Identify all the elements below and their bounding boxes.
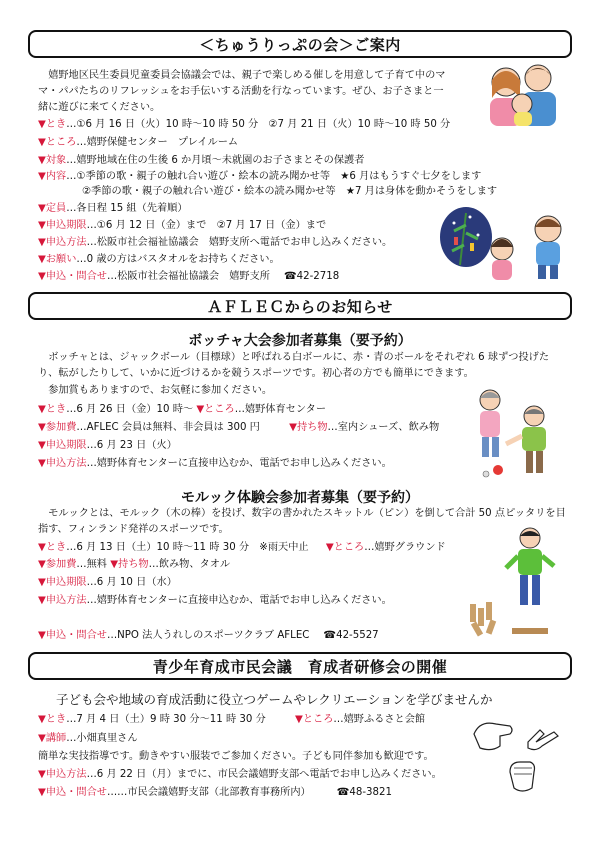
s2-toiawase-line: [38, 629, 379, 643]
molkky-toki-text: …6 月 13 日（土）10 時～11 時 30 分 ※雨天中止: [66, 542, 309, 553]
s3-desc: 簡単な実技指導です。動きやすい服装でご参加ください。子ども同伴参加も歓迎です。: [38, 751, 434, 762]
s1-toki-text: …①6 月 16 日（火）10 時～10 時 50 分 ②7 月 21 日（火）10 時～10 時 50 分: [66, 119, 451, 130]
boccia-tokoro-text: …嬉野体育センター: [234, 404, 327, 415]
molkky-hi-label: ▼参加費: [38, 559, 77, 570]
s1-naiyo-label: ▼内容: [38, 171, 67, 182]
s3-koshi-line: [38, 732, 138, 746]
boccia-toki-label: ▼とき: [38, 404, 67, 415]
boccia-hi-text: …AFLEC 会員は無料、非会員は 300 円: [76, 422, 260, 433]
boccia-desc2: 参加賞もありますので、お気軽に参加ください。: [48, 385, 273, 396]
molkky-kigen-label: ▼申込期限: [38, 577, 87, 588]
molkky-toki-line: [38, 541, 446, 555]
boccia-kigen-line: [38, 439, 177, 453]
molkky-mochi-label: ▼持ち物: [110, 559, 149, 570]
s3-hoho-label: ▼申込方法: [38, 769, 87, 780]
family-illustration: [478, 58, 566, 126]
s3-hoho-line: [38, 768, 442, 782]
s1-taisho-label: ▼対象: [38, 155, 67, 166]
tanabata-illustration: [440, 205, 570, 283]
molkky-hi-text: …無料: [76, 559, 107, 570]
molkky-illustration: [462, 526, 566, 638]
boccia-mochi-text: …室内シューズ、飲み物: [327, 422, 440, 433]
boccia-hoho-line: [38, 457, 392, 471]
molkky-title: モルック体験会参加者募集（要予約）: [181, 490, 419, 506]
section2-header: [28, 292, 572, 320]
section1-intro: 嬉野地区民生委員児童委員会協議会では、親子で楽しめる催しを用意して子育て中のママ・パパたちのリフレッシュをお手伝いする活動を行なっています。ぜひ、お子さまと一緒に遊びに来てください。: [38, 70, 446, 113]
s1-teiin-label: ▼定員: [38, 203, 67, 214]
s1-teiin-line: [38, 202, 188, 216]
molkky-kigen-text: …6 月 10 日（水）: [86, 577, 177, 588]
s3-koshi-text: …小畑真里さん: [66, 733, 138, 744]
s1-kigen-line: [38, 219, 326, 233]
s2-tel: ☎42-5527: [323, 630, 379, 641]
s3-title: 子ども会や地域の育成活動に役立つゲームやレクリエーションを学びませんか: [56, 692, 493, 707]
s1-hoho-text: …松阪市社会福祉協議会 嬉野支所へ電話でお申し込みください。: [86, 237, 393, 248]
molkky-hoho-text: …嬉野体育センターに直接申込むか、電話でお申し込みください。: [86, 595, 392, 606]
s3-toki-text: …7 月 4 日（土）9 時 30 分～11 時 30 分: [66, 714, 266, 725]
molkky-tokoro-text: …嬉野グラウンド: [364, 542, 446, 553]
boccia-hi-label: ▼参加費: [38, 422, 77, 433]
boccia-kigen-label: ▼申込期限: [38, 440, 87, 451]
section3-header-text: 青少年育成市民会議 育成者研修会の開催: [152, 657, 448, 676]
s1-toiawase-label: ▼申込・問合せ: [38, 271, 107, 282]
boccia-hoho-label: ▼申込方法: [38, 458, 87, 469]
s3-toiawase-line: [38, 786, 392, 800]
s1-toki-label: ▼とき: [38, 119, 67, 130]
s1-onegai-label: ▼お願い: [38, 254, 77, 265]
molkky-hoho-line: [38, 594, 392, 608]
boccia-toki-text: …6 月 26 日（金）10 時～: [66, 404, 194, 415]
s3-toki-label: ▼とき: [38, 714, 67, 725]
s3-tokoro-label: ▼ところ: [295, 714, 334, 725]
molkky-desc: モルックとは、モルック（木の棒）を投げ、数字の書かれたスキットル（ピン）を倒して合計 50 点ピッタリを目指す、フィンランド発祥のスポーツです。: [38, 508, 566, 535]
molkky-hi-line: [38, 558, 230, 572]
section2-header-text: ＡＦＬＥＣからのお知らせ: [207, 297, 393, 316]
s1-taisho-text: …嬉野地域在住の生後 6 か月頃～未就園のお子さまとその保護者: [66, 155, 365, 166]
s1-onegai-line: [38, 253, 280, 267]
molkky-mochi-text: …飲み物、タオル: [148, 559, 231, 570]
s3-toki-line: [38, 713, 425, 727]
s1-hoho-label: ▼申込方法: [38, 237, 87, 248]
section1-header-text: ＜ちゅうりっぷの会＞ご案内: [199, 35, 401, 54]
s3-koshi-label: ▼講師: [38, 733, 67, 744]
s1-tokoro-line: [38, 136, 238, 150]
s1-toiawase-line: [38, 270, 339, 284]
boccia-title: ボッチャ大会参加者募集（要予約）: [188, 333, 412, 349]
s1-kigen-text: …①6 月 12 日（金）まで ②7 月 17 日（金）まで: [86, 220, 327, 231]
s1-tokoro-label: ▼ところ: [38, 137, 77, 148]
molkky-kigen-line: [38, 576, 177, 590]
s1-teiin-text: …各日程 15 組（先着順）: [66, 203, 188, 214]
section1-header: [28, 30, 572, 58]
molkky-tokoro-label: ▼ところ: [325, 542, 365, 553]
s1-naiyo-line2: [82, 185, 497, 199]
molkky-hoho-label: ▼申込方法: [38, 595, 87, 606]
boccia-kigen-text: …6 月 23 日（火）: [86, 440, 177, 451]
s1-toiawase-text: …松阪市社会福祉協議会 嬉野支所: [106, 271, 270, 282]
s2-toiawase-text: …NPO 法人うれしのスポーツクラブ AFLEC: [106, 630, 310, 641]
boccia-mochi-label: ▼持ち物: [289, 422, 328, 433]
hands-illustration: [470, 712, 568, 796]
s3-toiawase-text: ……市民会議嬉野支部（北部教育事務所内）: [106, 787, 311, 798]
boccia-hoho-text: …嬉野体育センターに直接申込むか、電話でお申し込みください。: [86, 458, 392, 469]
s1-tel: ☎42-2718: [283, 271, 340, 282]
s1-tokoro-text: …嬉野保健センター プレイルーム: [76, 137, 239, 148]
s1-naiyo-text2: ②季節の歌・親子の触れ合い遊び・絵本の読み聞かせ等 ★7 月は身体を動かそうをします: [82, 186, 498, 197]
boccia-toki-line: [38, 403, 326, 417]
s3-hoho-text: …6 月 22 日（月）までに、市民会議嬉野支部へ電話でお申し込みください。: [86, 769, 442, 780]
s1-hoho-line: [38, 236, 392, 250]
boccia-desc: ボッチャとは、ジャックボール（目標球）と呼ばれる白ボールに、赤・青のボールをそれぞれ 6 球ずつ投げたり、転がしたりして、いかに近づけるかを競うスポーツです。初心者の方でも簡単にできます。: [38, 352, 550, 379]
s3-tokoro-text: …嬉野ふるさと会館: [333, 714, 426, 725]
s1-toki-line: [38, 118, 450, 132]
s1-taisho-line: [38, 154, 364, 168]
boccia-hi-line: [38, 421, 439, 435]
s3-tel: ☎48-3821: [336, 787, 392, 798]
s1-naiyo-line1: [38, 170, 481, 184]
s1-kigen-label: ▼申込期限: [38, 220, 87, 231]
molkky-toki-label: ▼とき: [38, 542, 67, 553]
s2-toiawase-label: ▼申込・問合せ: [38, 630, 107, 641]
s1-naiyo-text1: …①季節の歌・親子の触れ合い遊び・絵本の読み聞かせ等 ★6 月はもうすぐ七夕をします: [66, 171, 482, 182]
s3-toiawase-label: ▼申込・問合せ: [38, 787, 107, 798]
s1-onegai-text: …0 歳の方はバスタオルをお持ちください。: [76, 254, 280, 265]
boccia-illustration: [468, 384, 568, 480]
section3-header: [28, 652, 572, 680]
boccia-tokoro-label: ▼ところ: [196, 404, 235, 415]
